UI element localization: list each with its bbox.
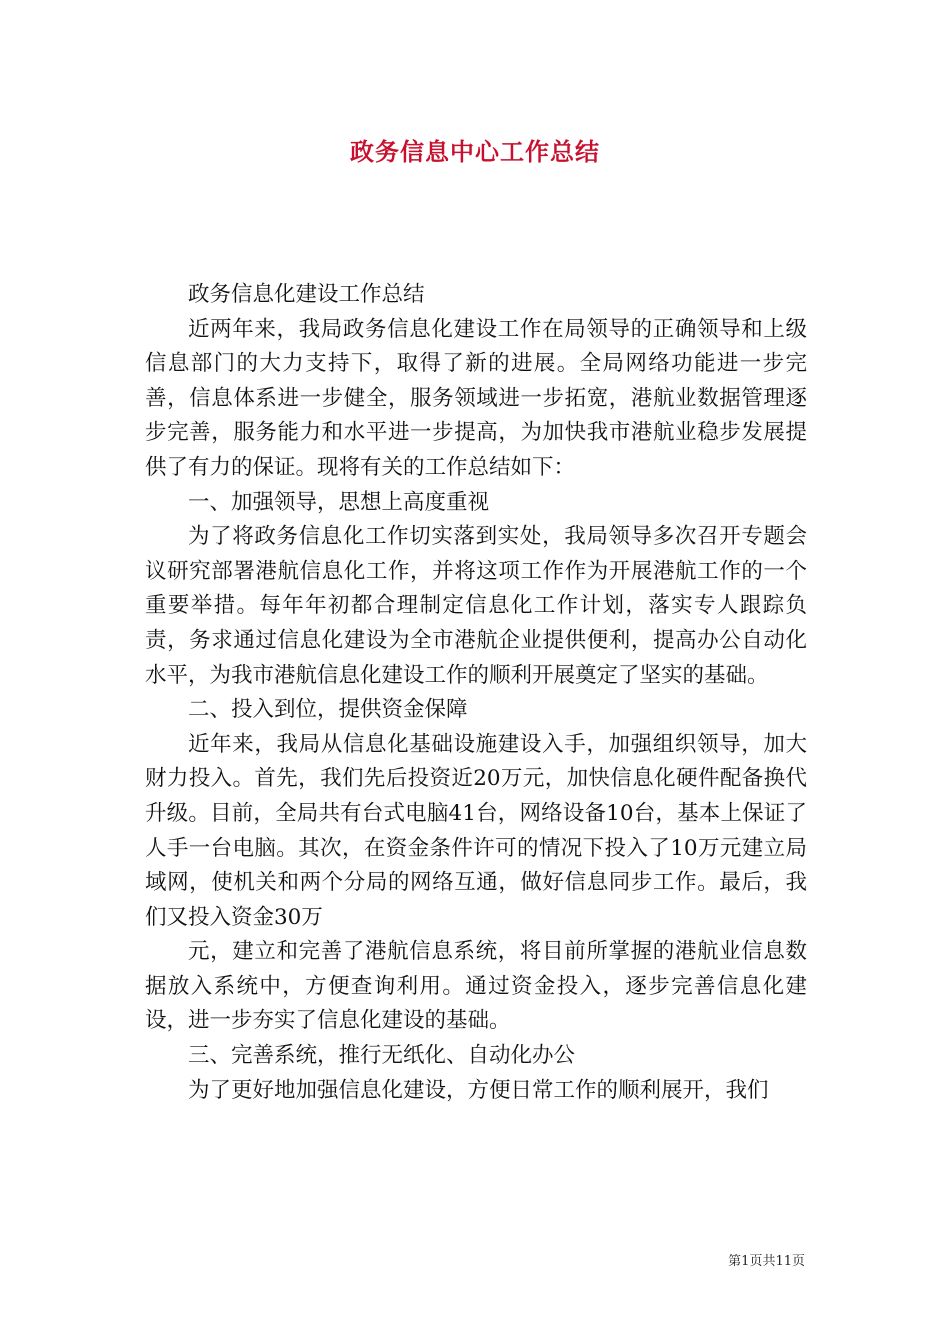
paragraph-subtitle: 政务信息化建设工作总结: [188, 282, 425, 307]
paragraph-section-3: 为了更好地加强信息化建设，方便日常工作的顺利展开，我们: [188, 1077, 769, 1103]
document-title: 政务信息中心工作总结: [350, 137, 600, 166]
paragraph-intro: 近两年来，我局政务信息化建设工作在局领导的正确领导和上级信息部门的大力支持下，取得了新的进展。全局网络功能进一步完善，信息体系进一步健全，服务领域进一步拓宽，港航业数据管理逐步完善，服务能力和水平进一步提高，为加快我市港航业稳步发展提供了有力的保证。现将有关的工作总结如下：: [145, 316, 807, 480]
paragraph-section-1: 为了将政务信息化工作切实落到实处，我局领导多次召开专题会议研究部署港航信息化工作，并将这项工作作为开展港航工作的一个重要举措。每年年初都合理制定信息化工作计划，落实专人跟踪负责，务求通过信息化建设为全市港航企业提供便利，提高办公自动化水平，为我市港航信息化建设工作的顺利开展奠定了坚实的基础。: [145, 524, 807, 688]
section-heading-1: 一、加强领导，思想上高度重视: [188, 489, 490, 515]
paragraph-section-2b: 元，建立和完善了港航信息系统，将目前所掌握的港航业信息数据放入系统中，方便查询利用。通过资金投入，逐步完善信息化建设，进一步夯实了信息化建设的基础。: [145, 939, 807, 1034]
section-heading-2: 二、投入到位，提供资金保障: [188, 697, 468, 723]
document-body: [145, 278, 807, 1108]
section-heading-3: 三、完善系统，推行无纸化、自动化办公: [188, 1043, 576, 1069]
page-number: 第1页共11页: [728, 1254, 805, 1269]
paragraph-section-2a: 近年来，我局从信息化基础设施建设入手，加强组织领导，加大财力投入。首先，我们先后投资近20万元，加快信息化硬件配备换代升级。目前，全局共有台式电脑41台，网络设备10台，基本上保证了人手一台电脑。其次，在资金条件许可的情况下投入了10万元建立局域网，使机关和两个分局的网络互通，做好信息同步工作。最后，我们又投入资金30万: [145, 731, 807, 930]
